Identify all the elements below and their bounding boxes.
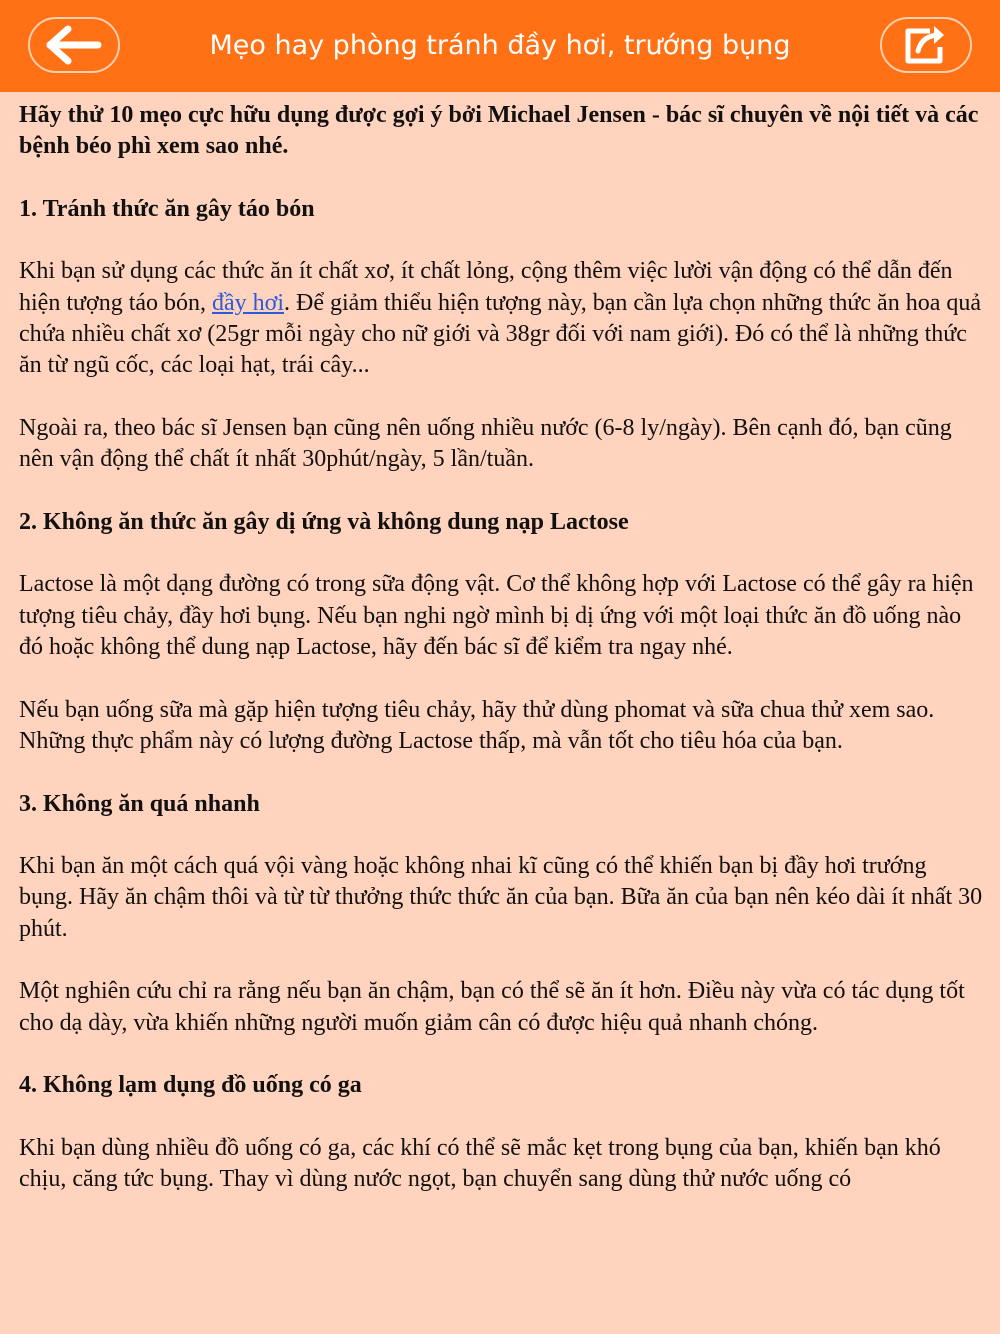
app-header (0, 0, 1000, 92)
section-heading: 2. Không ăn thức ăn gây dị ứng và không dung nạp Lactose (19, 508, 629, 535)
paragraph: Nếu bạn uống sữa mà gặp hiện tượng tiêu chảy, hãy thử dùng phomat và sữa chua thử xem sao. Những thực phẩm này có lượng đường Lactose thấp, mà vẫn tốt cho tiêu hóa của bạn. (19, 696, 935, 754)
share-button[interactable] (880, 17, 972, 73)
paragraph: Khi bạn ăn một cách quá vội vàng hoặc không nhai kĩ cũng có thể khiến bạn bị đầy hơi trướng bụng. Hãy ăn chậm thôi và từ từ thưởng thức thức ăn của bạn. Bữa ăn của bạn nên kéo dài ít nhất 30 phút. (19, 853, 983, 942)
paragraph: Khi bạn dùng nhiều đồ uống có ga, các khí có thể sẽ mắc kẹt trong bụng của bạn, khiến bạn khó chịu, căng tức bụng. Thay vì dùng nước ngọt, bạn chuyển sang dùng thử nước uống có (19, 1134, 941, 1193)
page-title: Mẹo hay phòng tránh đầy hơi, trướng bụng (209, 30, 791, 61)
section-heading: 3. Không ăn quá nhanh (19, 790, 260, 817)
article-intro: Hãy thử 10 mẹo cực hữu dụng được gợi ý bởi Michael Jensen - bác sĩ chuyên về nội tiết và các bệnh béo phì xem sao nhé. (19, 102, 979, 160)
paragraph (19, 256, 985, 381)
paragraph: Lactose là một dạng đường có trong sữa động vật. Cơ thể không hợp với Lactose có thể gây ra hiện tượng tiêu chảy, đầy hơi bụng. Nếu bạn nghi ngờ mình bị dị ứng với một loại thức ăn đồ uống nào đó hoặc không thể dung nạp Lactose, hãy đến bác sĩ để kiểm tra ngay nhé. (19, 571, 974, 661)
section-heading: 4. Không lạm dụng đồ uống có ga (19, 1072, 362, 1099)
paragraph-text: Khi bạn sử dụng các thức ăn ít chất xơ, ít chất lỏng, cộng thêm việc lười vận động có thể dẫn đến hiện tượng táo bón, (19, 258, 953, 316)
section-heading: 1. Tránh thức ăn gây táo bón (19, 195, 315, 222)
inline-link[interactable]: đầy hơi (212, 289, 285, 316)
paragraph-text: . Để giảm thiểu hiện tượng này, bạn cần lựa chọn những thức ăn hoa quả chứa nhiều chất xơ (25gr mỗi ngày cho nữ giới và 38gr đối với nam giới). Đó có thể là những thức ăn từ ngũ cốc, các loại hạt, trái cây... (19, 289, 982, 379)
paragraph: Ngoài ra, theo bác sĩ Jensen bạn cũng nên uống nhiều nước (6-8 ly/ngày). Bên cạnh đó, bạn cũng nên vận động thể chất ít nhất 30phút/ngày, 5 lần/tuần. (19, 414, 952, 473)
article-body (19, 100, 985, 1197)
share-icon (900, 23, 952, 67)
paragraph: Một nghiên cứu chỉ ra rằng nếu bạn ăn chậm, bạn có thể sẽ ăn ít hơn. Điều này vừa có tác dụng tốt cho dạ dày, vừa khiến những người muốn giảm cân có được hiệu quả nhanh chóng. (19, 978, 965, 1036)
back-arrow-icon (44, 25, 104, 65)
back-button[interactable] (28, 17, 120, 73)
